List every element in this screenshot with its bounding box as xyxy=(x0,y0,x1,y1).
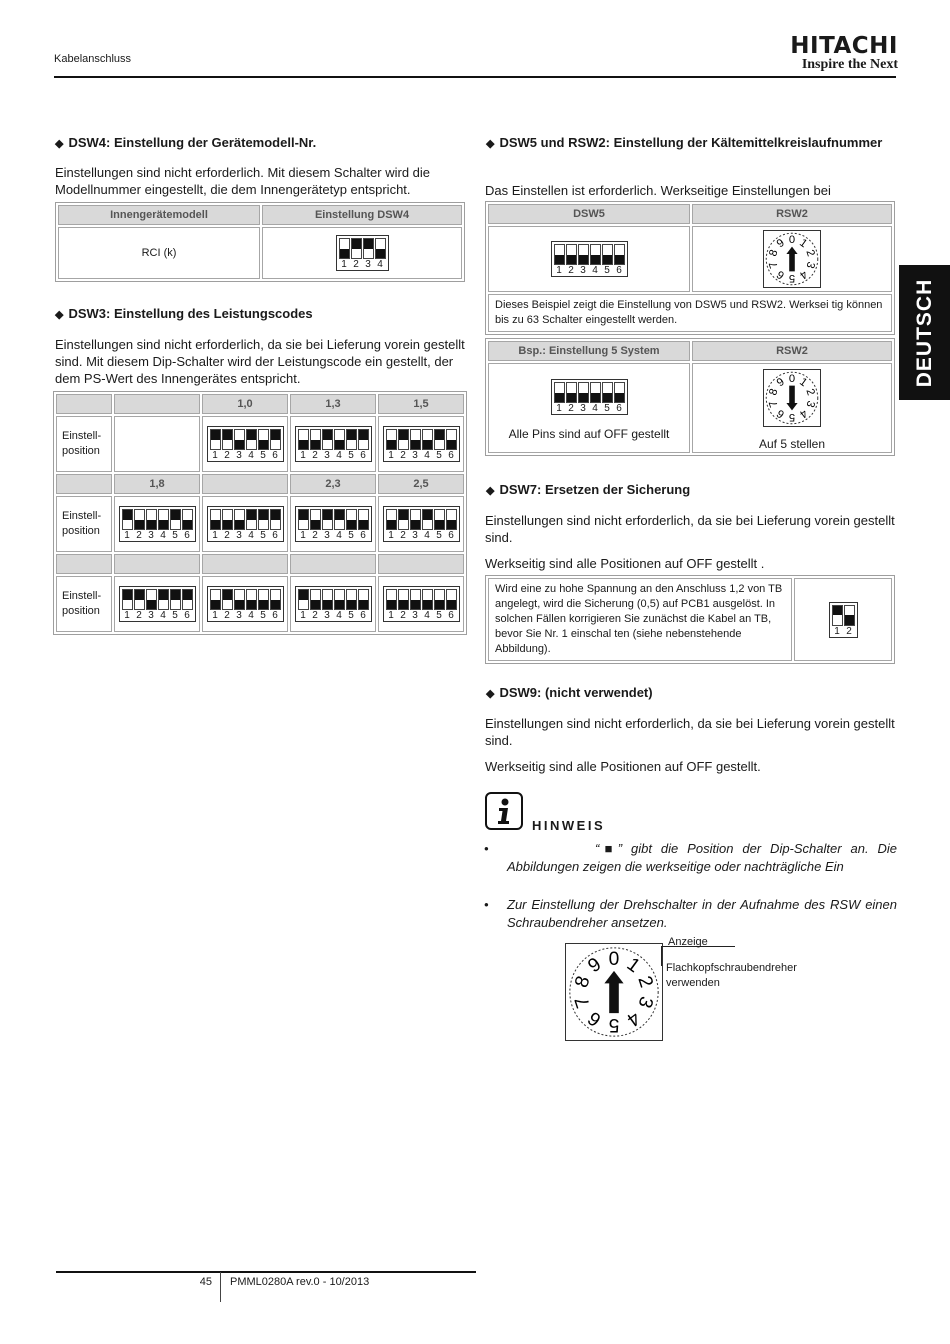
dsw3-dip-r3-1 xyxy=(119,586,196,622)
dip-number: 4 xyxy=(336,530,342,541)
dsw3-dip-r3-2 xyxy=(207,586,284,622)
dip-toggle-6 xyxy=(182,509,193,530)
dip-number: 2 xyxy=(312,610,318,621)
dsw5-table xyxy=(485,201,895,335)
dsw5-text: Das Einstellen ist erforderlich. Werkseitige Einstellungen bei xyxy=(485,183,831,198)
rotary-digit: 4 xyxy=(622,1006,644,1031)
rotary-digit: 9 xyxy=(584,953,606,978)
rsw2-rotary-switch xyxy=(763,230,821,288)
dip-number: 4 xyxy=(336,450,342,461)
dsw3-row-label: Einstell-position xyxy=(56,496,112,552)
dip-number: 2 xyxy=(136,610,142,621)
dsw5-example-table xyxy=(485,338,895,456)
rotary-arrow-icon xyxy=(604,971,623,1013)
dip-toggle-2 xyxy=(566,244,577,265)
rotary-digit: 7 xyxy=(767,399,781,409)
dip-toggle-1 xyxy=(298,509,309,530)
dip-number: 5 xyxy=(348,450,354,461)
dsw9-heading-text: DSW9: (nicht verwendet) xyxy=(499,685,653,700)
indicator-label: Anzeige xyxy=(668,936,708,948)
rotary-digit: 4 xyxy=(797,267,810,282)
rotary-digit: 4 xyxy=(797,406,810,421)
dip-toggle-4 xyxy=(590,244,601,265)
info-icon xyxy=(485,792,523,830)
dip-toggle-5 xyxy=(258,429,269,450)
dsw5-dip-switch xyxy=(551,241,628,277)
dip-toggle-1 xyxy=(122,509,133,530)
dsw3-h2-3: 2,3 xyxy=(290,474,376,494)
dip-toggle-6 xyxy=(614,382,625,403)
dsw3-heading-text: DSW3: Einstellung des Leistungscodes xyxy=(68,306,313,321)
rotary-digit: 5 xyxy=(788,272,796,285)
hinweis-title: HINWEIS xyxy=(532,818,606,833)
dsw3-h1-2: 1,0 xyxy=(202,394,288,414)
dip-toggle-3 xyxy=(410,589,421,610)
rotary-illustration xyxy=(565,943,663,1041)
dip-number: 5 xyxy=(436,610,442,621)
dip-number: 2 xyxy=(400,530,406,541)
dsw3-h3-0 xyxy=(56,554,112,574)
dip-number: 2 xyxy=(846,625,852,637)
dip-toggle-6 xyxy=(270,509,281,530)
dip-number: 2 xyxy=(353,259,359,270)
dip-number: 3 xyxy=(324,610,330,621)
dip-toggle-3 xyxy=(234,429,245,450)
dsw3-h3-4 xyxy=(378,554,464,574)
dsw4-table xyxy=(55,202,465,282)
language-tab xyxy=(899,265,950,400)
dip-toggle-4 xyxy=(158,589,169,610)
dip-toggle-6 xyxy=(358,509,369,530)
dip-number: 2 xyxy=(312,530,318,541)
dip-toggle-1 xyxy=(339,238,350,259)
example-rotary-switch xyxy=(763,369,821,427)
dip-number: 4 xyxy=(424,450,430,461)
dip-toggle-5 xyxy=(170,589,181,610)
dip-number: 5 xyxy=(260,610,266,621)
example-rsw2-col: RSW2 xyxy=(692,341,892,361)
dip-toggle-5 xyxy=(346,589,357,610)
hitachi-logo xyxy=(770,34,898,72)
logo-brand: HITACHI xyxy=(790,33,898,59)
dip-toggle-4 xyxy=(158,509,169,530)
dip-toggle-6 xyxy=(358,429,369,450)
dsw7-text1: Einstellungen sind nicht erforderlich, da sie bei Lieferung vorein gestellt sind. xyxy=(485,513,895,545)
dip-toggle-2 xyxy=(398,509,409,530)
dip-toggle-3 xyxy=(234,589,245,610)
dip-toggle-6 xyxy=(614,244,625,265)
dip-toggle-5 xyxy=(434,509,445,530)
dsw7-note: Wird eine zu hohe Spannung an den Anschluss 1,2 von TB angelegt, wird die Sicherung (0,5) auf PCB1 ausgelöst. In solchen Fällen korrigieren Sie zunächst die Kabel an TB, bevor Sie Nr. 1 einschal ten (siehe nebenstehende Abbildung). xyxy=(488,578,792,661)
rotary-digit: 7 xyxy=(767,260,781,270)
dsw4-col-setting: Einstellung DSW4 xyxy=(262,205,462,225)
dip-number: 5 xyxy=(604,265,610,276)
example-col: Bsp.: Einstellung 5 System xyxy=(488,341,690,361)
dip-number: 3 xyxy=(580,403,586,414)
dip-number: 3 xyxy=(236,610,242,621)
dip-toggle-3 xyxy=(363,238,374,259)
dip-number: 6 xyxy=(448,450,454,461)
dsw4-heading-text: DSW4: Einstellung der Gerätemodell-Nr. xyxy=(68,135,317,150)
dip-toggle-3 xyxy=(146,589,157,610)
dsw5-note: Dieses Beispiel zeigt die Einstellung von DSW5 und RSW2. Werksei tig können bis zu 63 Schalter eingestellt werden. xyxy=(488,294,892,332)
dip-toggle-1 xyxy=(554,244,565,265)
dip-toggle-1 xyxy=(210,509,221,530)
dip-toggle-3 xyxy=(410,509,421,530)
dip-number: 2 xyxy=(224,610,230,621)
rotary-digit: 2 xyxy=(803,387,817,397)
dip-number: 4 xyxy=(377,259,383,270)
dip-toggle-5 xyxy=(434,429,445,450)
dsw3-row-label: Einstell-position xyxy=(56,576,112,632)
dsw3-table xyxy=(53,391,467,635)
dip-number: 1 xyxy=(300,610,306,621)
dip-toggle-1 xyxy=(210,589,221,610)
dip-toggle-1 xyxy=(832,605,843,626)
dip-number: 4 xyxy=(248,450,254,461)
dip-number: 4 xyxy=(248,610,254,621)
hinweis-bullet-2: Zur Einstellung der Drehschalter in der Aufnahme des RSW einen Schraubendreher ansetzen. xyxy=(507,897,897,930)
dsw3-dip-2-3 xyxy=(295,506,372,542)
dip-number: 4 xyxy=(160,530,166,541)
dip-number: 1 xyxy=(388,610,394,621)
dip-toggle-4 xyxy=(334,429,345,450)
dsw3-h1-1 xyxy=(114,394,200,414)
dip-number: 4 xyxy=(336,610,342,621)
dip-toggle-4 xyxy=(422,509,433,530)
rotary-digit: 0 xyxy=(608,948,620,970)
dip-number: 6 xyxy=(616,265,622,276)
dip-toggle-1 xyxy=(386,589,397,610)
dip-number: 2 xyxy=(224,450,230,461)
dip-toggle-2 xyxy=(844,605,855,626)
dip-toggle-2 xyxy=(351,238,362,259)
rotary-digit: 3 xyxy=(633,993,657,1011)
rotary-digit: 0 xyxy=(788,233,796,246)
dip-number: 2 xyxy=(400,610,406,621)
dip-number: 3 xyxy=(412,530,418,541)
example-caption-dip: Alle Pins sind auf OFF gestellt xyxy=(508,427,670,441)
rotary-digit: 2 xyxy=(803,248,817,258)
dip-toggle-6 xyxy=(446,509,457,530)
dsw7-heading: ◆ DSW7: Ersetzen der Sicherung xyxy=(486,482,691,497)
dsw3-h3-2 xyxy=(202,554,288,574)
rotary-digit: 8 xyxy=(767,248,781,258)
dip-toggle-2 xyxy=(310,509,321,530)
dip-toggle-4 xyxy=(422,429,433,450)
dsw3-h2-4: 2,5 xyxy=(378,474,464,494)
rotary-digit: 1 xyxy=(797,375,810,390)
dip-toggle-5 xyxy=(434,589,445,610)
dip-toggle-2 xyxy=(222,589,233,610)
dip-toggle-6 xyxy=(446,589,457,610)
bullet-dot-1: • xyxy=(484,841,489,856)
dsw3-h1-3: 1,3 xyxy=(290,394,376,414)
dip-toggle-3 xyxy=(578,382,589,403)
dip-toggle-3 xyxy=(410,429,421,450)
dsw9-heading: ◆ DSW9: (nicht verwendet) xyxy=(486,685,653,700)
dip-toggle-3 xyxy=(322,429,333,450)
dip-number: 3 xyxy=(365,259,371,270)
dip-number: 6 xyxy=(184,530,190,541)
dip-toggle-2 xyxy=(134,509,145,530)
dip-toggle-6 xyxy=(270,589,281,610)
dip-number: 6 xyxy=(448,530,454,541)
dip-toggle-4 xyxy=(334,509,345,530)
footer-rule xyxy=(56,1271,476,1273)
dip-number: 1 xyxy=(556,265,562,276)
dsw3-h2-0 xyxy=(56,474,112,494)
dip-toggle-1 xyxy=(298,429,309,450)
dip-number: 6 xyxy=(272,610,278,621)
dsw3-text: Einstellungen sind nicht erforderlich, da sie bei Lieferung vorein gestellt sind. Mit diesem Dip-Schalter wird der Leistungscode ein gestellt, der dem PS-Wert des Innengerätes entspricht. xyxy=(55,337,465,386)
dsw3-h2-1: 1,8 xyxy=(114,474,200,494)
dip-number: 3 xyxy=(236,450,242,461)
dip-number: 1 xyxy=(834,625,840,637)
dip-number: 5 xyxy=(172,610,178,621)
dip-number: 4 xyxy=(160,610,166,621)
dip-toggle-2 xyxy=(398,429,409,450)
dsw4-dip-switch xyxy=(336,235,389,271)
dip-number: 3 xyxy=(412,610,418,621)
rotary-digit: 3 xyxy=(803,260,817,270)
header-section-title: Kabelanschluss xyxy=(54,53,132,65)
dip-number: 3 xyxy=(580,265,586,276)
dip-number: 5 xyxy=(348,530,354,541)
dip-number: 4 xyxy=(248,530,254,541)
dip-toggle-4 xyxy=(246,509,257,530)
rotary-digit: 6 xyxy=(584,1006,606,1031)
dip-number: 2 xyxy=(568,265,574,276)
dsw7-text2: Werkseitig sind alle Positionen auf OFF gestellt . xyxy=(485,556,765,571)
dip-toggle-6 xyxy=(270,429,281,450)
dip-number: 4 xyxy=(424,530,430,541)
dip-toggle-3 xyxy=(578,244,589,265)
dsw3-dip-1-5 xyxy=(383,426,460,462)
dip-number: 1 xyxy=(124,530,130,541)
dip-toggle-3 xyxy=(322,509,333,530)
dip-number: 6 xyxy=(360,530,366,541)
dip-toggle-1 xyxy=(122,589,133,610)
rotary-digit: 2 xyxy=(633,973,657,991)
dip-toggle-3 xyxy=(234,509,245,530)
dip-number: 2 xyxy=(568,403,574,414)
dsw7-table xyxy=(485,575,895,664)
rotary-digit: 5 xyxy=(608,1014,620,1036)
dip-toggle-4 xyxy=(246,429,257,450)
dip-toggle-5 xyxy=(258,589,269,610)
dsw5-col: DSW5 xyxy=(488,204,690,224)
logo-tagline: Inspire the Next xyxy=(801,57,898,72)
rotary-arrow-icon xyxy=(786,247,797,272)
language-tab-label: DEUTSCH xyxy=(912,278,936,387)
dip-number: 6 xyxy=(360,610,366,621)
rotary-digit: 8 xyxy=(571,973,595,991)
rotary-digit: 0 xyxy=(788,372,796,385)
dip-toggle-5 xyxy=(346,509,357,530)
rotary-digit: 1 xyxy=(797,236,810,251)
rotary-digit: 9 xyxy=(774,236,787,251)
dsw9-text2: Werkseitig sind alle Positionen auf OFF gestellt. xyxy=(485,759,761,774)
dip-number: 1 xyxy=(556,403,562,414)
dip-number: 6 xyxy=(184,610,190,621)
dip-toggle-5 xyxy=(346,429,357,450)
rotary-digit: 6 xyxy=(774,267,787,282)
dip-toggle-3 xyxy=(322,589,333,610)
document-id: PMML0280A rev.0 - 10/2013 xyxy=(230,1276,370,1288)
bullet-dot-2: • xyxy=(484,897,489,912)
dsw3-dip-2-0 xyxy=(207,506,284,542)
dip-number: 3 xyxy=(236,530,242,541)
dip-number: 2 xyxy=(136,530,142,541)
dip-toggle-6 xyxy=(182,589,193,610)
rotary-digit: 9 xyxy=(774,375,787,390)
dip-number: 5 xyxy=(604,403,610,414)
rotary-digit: 3 xyxy=(803,399,817,409)
dip-toggle-5 xyxy=(602,382,613,403)
dsw3-heading: ◆ DSW3: Einstellung des Leistungscodes xyxy=(55,306,313,321)
dip-number: 2 xyxy=(224,530,230,541)
dip-toggle-1 xyxy=(386,429,397,450)
dip-number: 6 xyxy=(360,450,366,461)
dip-number: 4 xyxy=(424,610,430,621)
dip-number: 6 xyxy=(272,530,278,541)
dsw3-h3-1 xyxy=(114,554,200,574)
rotary-digit: 1 xyxy=(622,953,644,978)
rotary-arrow-icon xyxy=(786,386,797,411)
example-caption-rotary: Auf 5 stellen xyxy=(758,437,826,451)
indicator-leader-line-v xyxy=(661,946,662,966)
dip-number: 1 xyxy=(212,530,218,541)
rotary-digit: 6 xyxy=(774,406,787,421)
dip-toggle-2 xyxy=(134,589,145,610)
dip-toggle-6 xyxy=(358,589,369,610)
dip-number: 5 xyxy=(260,530,266,541)
rotary-digit: 5 xyxy=(788,411,796,424)
dsw7-heading-text: DSW7: Ersetzen der Sicherung xyxy=(499,482,691,497)
dip-toggle-4 xyxy=(246,589,257,610)
dsw7-dip-switch xyxy=(829,602,858,638)
dip-toggle-2 xyxy=(222,429,233,450)
dip-number: 6 xyxy=(272,450,278,461)
dip-toggle-4 xyxy=(375,238,386,259)
dip-number: 3 xyxy=(148,610,154,621)
dsw3-dip-1-3 xyxy=(295,426,372,462)
dip-toggle-5 xyxy=(258,509,269,530)
dip-number: 4 xyxy=(592,265,598,276)
dip-number: 2 xyxy=(312,450,318,461)
dsw5-heading-text: DSW5 und RSW2: Einstellung der Kältemittelkreislaufnummer xyxy=(499,135,883,150)
dip-toggle-5 xyxy=(602,244,613,265)
dip-toggle-1 xyxy=(386,509,397,530)
dip-number: 5 xyxy=(348,610,354,621)
dip-toggle-2 xyxy=(310,429,321,450)
dip-toggle-2 xyxy=(566,382,577,403)
rsw2-col: RSW2 xyxy=(692,204,892,224)
dip-number: 4 xyxy=(592,403,598,414)
dsw3-dip-r3-4 xyxy=(383,586,460,622)
hinweis-bullet-1: “■” gibt die Position der Dip-Schalter an. Die Abbildungen zeigen die werkseitige oder nachträgliche Ein xyxy=(507,841,897,874)
dsw4-model-value: RCI (k) xyxy=(58,227,260,279)
dip-number: 1 xyxy=(388,530,394,541)
dsw3-row-label: Einstell-position xyxy=(56,416,112,472)
dsw9-text1: Einstellungen sind nicht erforderlich, da sie bei Lieferung vorein gestellt sind. xyxy=(485,716,895,748)
dip-number: 1 xyxy=(212,450,218,461)
dip-number: 3 xyxy=(324,450,330,461)
dip-toggle-4 xyxy=(422,589,433,610)
dip-toggle-3 xyxy=(146,509,157,530)
page-number: 45 xyxy=(199,1276,212,1288)
dip-number: 5 xyxy=(172,530,178,541)
dip-toggle-2 xyxy=(398,589,409,610)
dip-number: 1 xyxy=(300,530,306,541)
screwdriver-label: Flachkopfschraubendreher verwenden xyxy=(666,962,797,989)
dip-number: 3 xyxy=(412,450,418,461)
footer-separator xyxy=(220,1272,221,1302)
dsw3-dip-1-8 xyxy=(119,506,196,542)
dip-toggle-1 xyxy=(298,589,309,610)
dip-number: 2 xyxy=(400,450,406,461)
dip-number: 5 xyxy=(260,450,266,461)
dip-number: 1 xyxy=(341,259,347,270)
dsw4-heading: ◆ DSW4: Einstellung der Gerätemodell-Nr. xyxy=(55,135,317,150)
dsw5-heading: ◆ DSW5 und RSW2: Einstellung der Kältemittelkreislaufnummer xyxy=(486,135,883,150)
dsw3-h2-2 xyxy=(202,474,288,494)
dip-number: 3 xyxy=(324,530,330,541)
dip-toggle-5 xyxy=(170,509,181,530)
dsw4-text: Einstellungen sind nicht erforderlich. Mit diesem Schalter wird die Modellnummer eingestellt, die dem Innengerätetyp entspricht. xyxy=(55,165,431,197)
dip-toggle-2 xyxy=(310,589,321,610)
header-rule xyxy=(54,76,896,78)
rotary-digit: 7 xyxy=(571,993,595,1011)
dsw3-dip-2-5 xyxy=(383,506,460,542)
example-dip-switch xyxy=(551,379,628,415)
dip-toggle-2 xyxy=(222,509,233,530)
dip-toggle-4 xyxy=(590,382,601,403)
dip-number: 1 xyxy=(300,450,306,461)
rotary-digit: 8 xyxy=(767,387,781,397)
dsw3-dip-1-0 xyxy=(207,426,284,462)
dip-number: 5 xyxy=(436,450,442,461)
dip-number: 5 xyxy=(436,530,442,541)
dsw3-h1-4: 1,5 xyxy=(378,394,464,414)
dsw3-dip-r3-3 xyxy=(295,586,372,622)
dsw3-h3-3 xyxy=(290,554,376,574)
dsw3-h1-0 xyxy=(56,394,112,414)
dip-toggle-1 xyxy=(210,429,221,450)
dip-number: 6 xyxy=(448,610,454,621)
dip-toggle-6 xyxy=(446,429,457,450)
dip-number: 6 xyxy=(616,403,622,414)
dip-toggle-4 xyxy=(334,589,345,610)
dip-number: 1 xyxy=(124,610,130,621)
dip-number: 1 xyxy=(388,450,394,461)
dip-number: 3 xyxy=(148,530,154,541)
dsw4-col-model: Innengerätemodell xyxy=(58,205,260,225)
dip-toggle-1 xyxy=(554,382,565,403)
dip-number: 1 xyxy=(212,610,218,621)
